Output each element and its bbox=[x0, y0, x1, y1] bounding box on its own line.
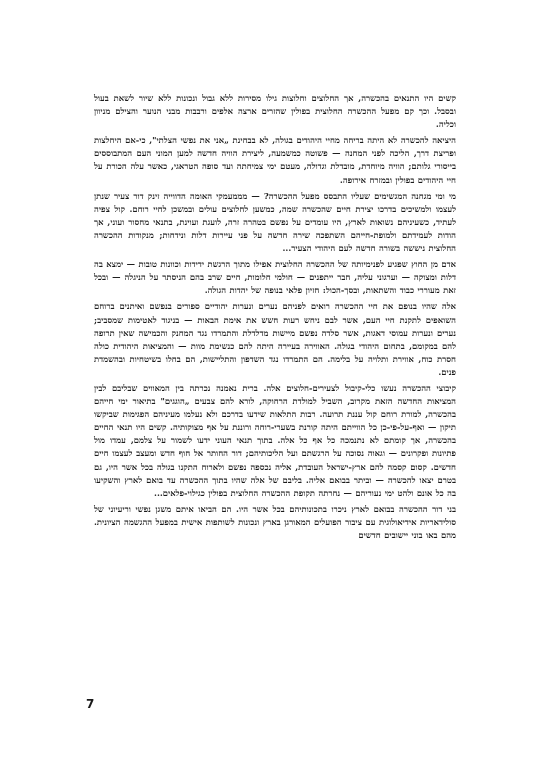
body-text bbox=[94, 92, 456, 545]
paragraph-7: בני דור ההכשרה בבואם לארץ ניכרו בתכונותיהם בכל אשר היו. הם הביאו איתם משגן נפשי וריעיוני של סולידאריות אידיאולוגית עם ציבור הפועלים המאורגן בארץ ונכונות לשותפות אישית במפעל ההגשמה הציונית. מהם באו בוני יישובים חדשים bbox=[94, 503, 456, 540]
paragraph-2: היציאה להכשרה לא היתה בריחה מחיי היהודים בגולה, לא בבחינת „אני את נפשי הצלתי", כי-אם היחלצות ופריצת דרך, הליכה לפני המחנה — פשוטה כמשמעה, ליצירת הוויה חדשה למען המוני העם המתבוססים בייסורי גלותם; הוויה מיוחדת, מובדלת וגדולה, מעטם ימי צמיחתה ועד סופה הטראגי, כאשר עלה הכורת על חיי היהודים בפולין ובמזרח אירופה. bbox=[94, 135, 456, 185]
paragraph-1: קשים היו התנאים בהכשרה, אך החלוצים וחלוצות גילו מסירות ללא גבול ונכונות ללא שיור לשאת בעול ובסבל. וכך קם מפעל ההכשרה החלוצית בפולין שהזרים ארצה אלפים ורבבות מבני הנוער והצילם מניוון וכליה. bbox=[94, 93, 456, 130]
paragraph-5: אלה שהיו בנופם את חיי ההכשרה רואים לפניהם נערים ונערות יהודיים ספורים בנפשם ואיתנים ברוחם השואפים לתקנת חיי העם, אשר לבם ניחש רעות חשש את אימת הבאות — בניגוד לאטימות שמסביב; נערים ונערות עמוסי דאגות, אשר סלדה נפשם מיישות מדלדלת והתמרדו נגד המחנק והכמישה שאין תרופה להם במקומם, בתחום היהודי בגולה. האווירה בעיירה היתה להם כנשימת מוות — והמציאות היהודית כולה חסרת כוח, אווירת ותלויה על בלימה. הם התמרדו נגד השדפון והתליישות, הם בחלו בשיטחיות ובהשמדת פנים. bbox=[94, 301, 456, 377]
page-number: 7 bbox=[86, 697, 95, 711]
paragraph-6: קיבוצי ההכשרה נעשו כלי-קיבול לצעירים-חלוצים אלה. ברית נאמנה נכרתה בין המאווים שבליבם לבין המציאות החדשה הזאת מקרוב, השביל למולדת הרחוקה, לורא להם צבעים „הוגגים" בתיאור ימי חייהם בהכשרה, למורת רוחם קול עננת תרועה. רבות התלאות שידעו בדרכם ולא נעלמו מעיניהם הפגימות שביקשו תיקון — ואף-על-פי-כן כל הווייתם היתה קורנת בשערי-רוחה ורוננת על אף מצוקותיה. קשים היו תנאי החיים בהכשרה, אך קומתם לא נתנמכה כל אף כל אלה. בתוך תנאי העוני ידעו לשמור על צלמם, עמדו מול פתיונות ופקרונים — וגאוה נסוכה על הרגשתם ועל הליכותיהם; דור החותר אל חוף חדש ומעצב לעצמו חיים חדשים. קסום קסמה להם ארץ-ישראל העובדת, אליה נכספה נפשם ולארוח התקנו בגולה בכל אשר היו, גם בטרם יצאו להכשרה — וביתר בבואם אליה. בליבם של אלה שהיו בתוך ההכשרה עד בואם לארץ והשקיעו בה כל אונם ולהט ימי נעוריהם — נחרתה תקופת ההכשרה החלוצית בפולין כגילוי-פלאים... bbox=[94, 382, 456, 498]
paragraph-4: אדם מן החוץ שפגיע לפנימיותה של ההכשרה החלוצית אפילו מתוך הרגשת ידידות וכוונות טובות — ימצא בה דלות ומצוקה — וערגוני עליה, חבר ייתפנים — חולמי חלומות, חיים שרב בהם הניסתר על הניגלה — ובכל זאת מעוררי כבוד והשתאות, ובסך-הכול: חזיון פלאי בנופה של יהדות הגולה. bbox=[94, 259, 456, 296]
paragraph-3: מי ומי מגחנה המגשימים שעליו התבסס מפעל ההכשרה? — מממעמקי האומה הדווייה זינק דור צעיר שנתן לעצמו ולמשיכים בדרכו יצירת חיים שהכשרה שמה, כמשען לחלוצים עולים ובמשכן לחיי רוחם. קול צפיה לעתיד, כשעיניהם נשואות לארץ, היו עומדים על נפשם בטהרה זרה, לועגת ועוינת, בתנאי מחסור ועוני, אך הודות לעמידתם ולמופת-חייהם השתפכה שירה חדשה על פני עיירות דלות ונידחות; מנקודות ההכשרה החלוצית ניששה בשורה חדשה לעם היהודי הצעיר... bbox=[94, 190, 456, 254]
